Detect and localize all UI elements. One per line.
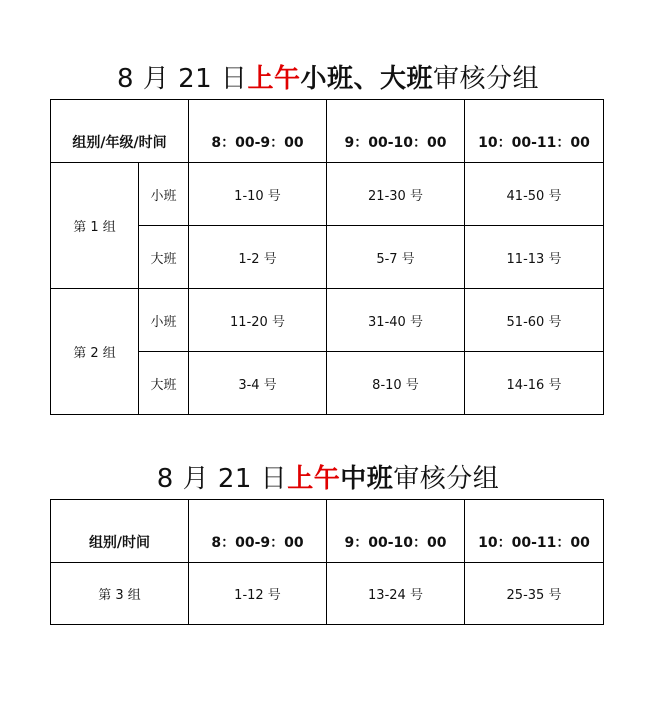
header-slot-10-11: 10：00-11：00 xyxy=(465,100,604,163)
slot-cell: 5-7 号 xyxy=(327,226,465,289)
grade-cell: 小班 xyxy=(139,289,189,352)
header-slot-8-9: 8：00-9：00 xyxy=(189,100,327,163)
title-date: 8 月 21 日 xyxy=(156,464,288,494)
table-header-row xyxy=(51,100,604,163)
grade-cell: 小班 xyxy=(139,163,189,226)
schedule-title-middle-class xyxy=(0,462,656,496)
header-slot-9-10: 9：00-10：00 xyxy=(327,500,465,563)
grade-cell: 大班 xyxy=(139,226,189,289)
slot-cell: 21-30 号 xyxy=(327,163,465,226)
header-slot-9-10: 9：00-10：00 xyxy=(327,100,465,163)
header-slot-10-11: 10：00-11：00 xyxy=(465,500,604,563)
slot-cell: 3-4 号 xyxy=(189,352,327,415)
title-date: 8 月 21 日 xyxy=(117,64,248,94)
slot-cell: 13-24 号 xyxy=(327,563,465,625)
title-period: 上午 xyxy=(287,464,341,494)
schedule-table-middle-class xyxy=(50,499,604,625)
schedule-table-small-large-class xyxy=(50,99,604,415)
title-suffix: 审核分组 xyxy=(432,64,539,94)
schedule-title-small-large-class xyxy=(0,62,656,96)
title-suffix: 审核分组 xyxy=(393,464,500,494)
slot-cell: 41-50 号 xyxy=(465,163,604,226)
header-group-time: 组别/时间 xyxy=(51,500,189,563)
header-group-grade-time: 组别/年级/时间 xyxy=(51,100,189,163)
table-row xyxy=(51,289,604,352)
table-header-row xyxy=(51,500,604,563)
slot-cell: 11-13 号 xyxy=(465,226,604,289)
group-name-cell: 第 2 组 xyxy=(51,289,139,415)
slot-cell: 11-20 号 xyxy=(189,289,327,352)
slot-cell: 31-40 号 xyxy=(327,289,465,352)
grade-cell: 大班 xyxy=(139,352,189,415)
slot-cell: 25-35 号 xyxy=(465,563,604,625)
slot-cell: 1-2 号 xyxy=(189,226,327,289)
group-name-cell: 第 3 组 xyxy=(51,563,189,625)
slot-cell: 14-16 号 xyxy=(465,352,604,415)
slot-cell: 1-12 号 xyxy=(189,563,327,625)
title-period: 上午 xyxy=(247,64,301,94)
slot-cell: 51-60 号 xyxy=(465,289,604,352)
title-classes: 小班、大班 xyxy=(300,64,433,94)
title-classes: 中班 xyxy=(340,464,394,494)
slot-cell: 8-10 号 xyxy=(327,352,465,415)
header-slot-8-9: 8：00-9：00 xyxy=(189,500,327,563)
slot-cell: 1-10 号 xyxy=(189,163,327,226)
table-row xyxy=(51,563,604,625)
group-name-cell: 第 1 组 xyxy=(51,163,139,289)
table-row xyxy=(51,163,604,226)
